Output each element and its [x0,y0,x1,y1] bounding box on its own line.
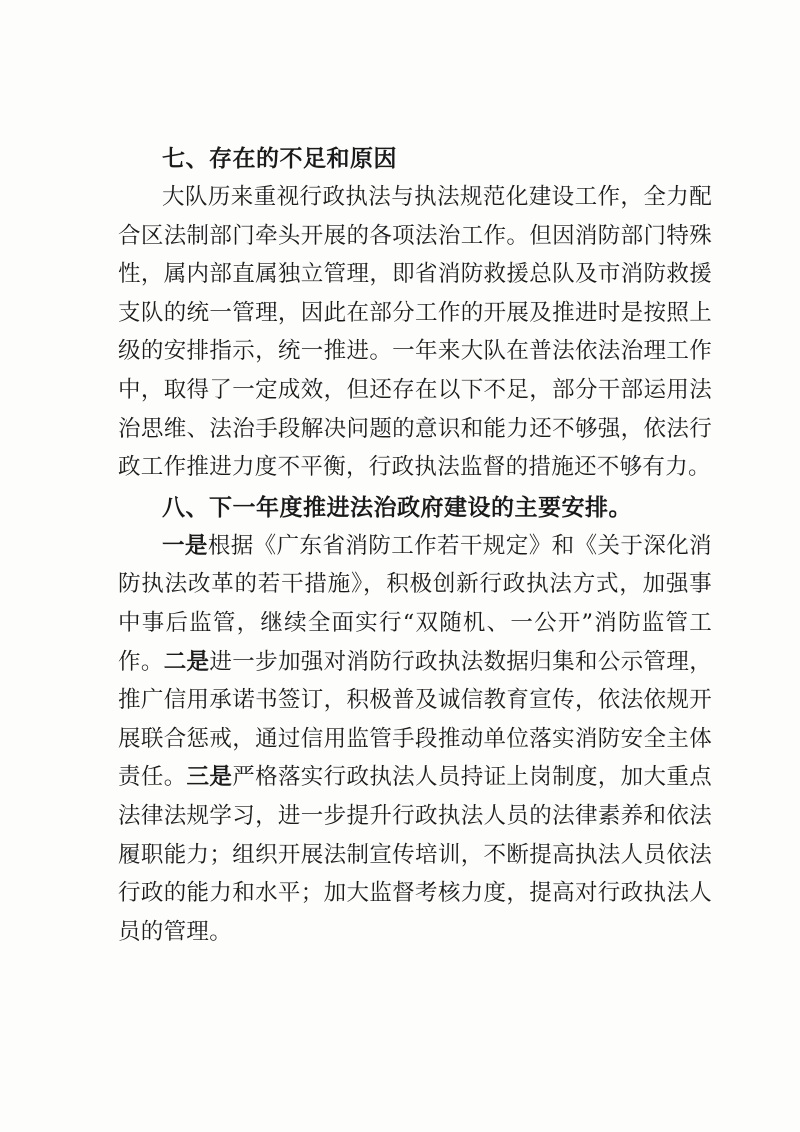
point-text-1: 根据《广东省消防工作若干规定》和《关于深化消防执法改革的若干措施》，积极创新行政执法方式，加强事中事后监管，继续全面实行“双随机、一公开”消防监管工作。 [118,532,712,675]
point-text-2: 进一步加强对消防行政执法数据归集和公示管理，推广信用承诺书签订，积极普及诚信教育宣传，依法依规开展联合惩戒，通过信用监管手段推动单位落实消防安全主体责任。 [118,648,712,791]
point-text-3: 严格落实行政执法人员持证上岗制度，加大重点法律法规学习，进一步提升行政执法人员的法律素养和依法履职能力；组织开展法制宣传培训，不断提高执法人员依法行政的能力和水平；加大监督考核力度，提高对行政执法人员的管理。 [118,764,712,945]
document-body [118,140,712,951]
point-label-2: 二是 [163,648,210,675]
point-label-1: 一是 [162,532,208,559]
point-label-3: 三是 [186,764,233,791]
section-heading-7: 七、存在的不足和原因 [162,146,397,172]
section-heading-8: 八、下一年度推进法治政府建设的主要安排。 [162,494,632,521]
section-paragraph-7: 大队历来重视行政执法与执法规范化建设工作，全力配合区法制部门牵头开展的各项法治工作。但因消防部门特殊性，属内部直属独立管理，即省消防救援总队及市消防救援支队的统一管理，因此在部分工作的开展及推进时是按照上级的安排指示，统一推进。一年来大队在普法依法治理工作中，取得了一定成效，但还存在以下不足，部分干部运用法治思维、法治手段解决问题的意识和能力还不够强，依法行政工作推进力度不平衡，行政执法监督的措施还不够有力。 [118,184,712,481]
section-paragraph-8 [118,527,712,952]
